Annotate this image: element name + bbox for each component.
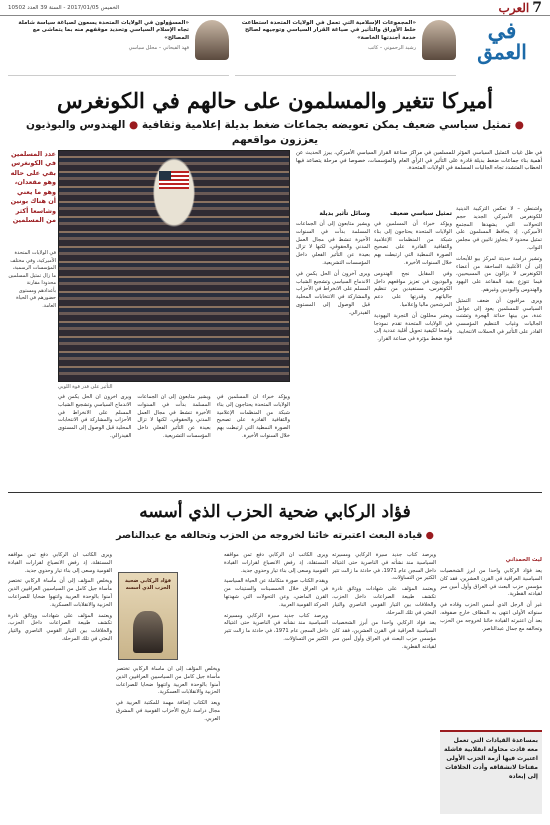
paragraph: ويؤكد خبراء أن المسلمين في الولايات المتحدة يحتاجون إلى بناء شبكة من المنظمات الإعلامية والثقافية القادرة على تصحيح الصورة النمطية التي ارتبطت بهم خلال السنوات الأخيرة.	[374, 221, 452, 266]
article-column-1	[456, 206, 542, 488]
paragraph: واشنطن – لا تعكس التركيبة الدينية للكونغرس الأميركي الجديد حجم التحولات التي يشهدها المجتمع الأميركي، إذ يحافظ المسلمون على تمثيل محدود لا يتجاوز نائبين في مجلس النواب.	[456, 206, 542, 251]
second-subhead: ● قيادة البعث اعتبرته خائنا لخروجه من الحزب وتحالفه مع عبدالناصر	[116, 530, 434, 541]
paragraph: ويرى آخرون أن الحل يكمن في الاندماج السياسي وتشجيع الشباب المسلم على الانخراط في الأحزاب والمشاركة في الانتخابات المحلية قبل الوصول إلى المستوى الفيدرالي.	[58, 394, 132, 439]
section-logo-line2: العمق	[477, 40, 527, 64]
article2-column-4	[116, 666, 220, 816]
article2-column-1	[440, 568, 542, 726]
paragraph: ويقدم الكتاب صورة متكاملة عن الحياة السياسية في العراق خلال الخمسينات والستينات من القرن الماضي، وعن التحولات التي شهدتها الحركة القومية العربية.	[224, 578, 328, 608]
page-number-value: 7	[532, 0, 542, 16]
article2-column-5	[8, 552, 112, 816]
paragraph: ويؤكد خبراء أن المسلمين في الولايات المتحدة يحتاجون إلى بناء شبكة من المنظمات الإعلامية والثقافية القادرة على تصحيح الصورة النمطية التي ارتبطت بهم خلال السنوات الأخيرة.	[216, 394, 290, 439]
paragraph: ويعد الكتاب إضافة مهمة للمكتبة العربية في مجال دراسة تاريخ الأحزاب القومية في المشرق العربي.	[116, 700, 220, 722]
column-subheading: وسائل تأثير بديلة	[319, 210, 370, 217]
section-logo	[462, 20, 542, 76]
flag-icon	[159, 171, 189, 189]
avatar	[422, 20, 456, 60]
avatar	[195, 20, 229, 60]
subhead-part1: تمثيل سياسي ضعيف يمكن تعويضه بجماعات ضغط بديلة إعلامية وثقافية	[141, 119, 512, 131]
pullquote: عدد المسلمين في الكونغرس بقي على حاله وهو مقعدان، وهو ما يعني أن هناك بونين وشاسعا أكثر من المسلمين	[10, 150, 56, 224]
main-subhead: ● تمثيل سياسي ضعيف يمكن تعويضه بجماعات ضغط بديلة إعلامية وثقافية ● الهندوس والبوذيون يعززون مواقعهم	[26, 119, 524, 146]
section-divider	[8, 492, 542, 493]
paragraph: وفي المقابل نجح الهندوس والبوذيون في تعزيز مواقعهم داخل الكونغرس، مستفيدين من تنظيم جالياتهم وقدرتها على دعم المرشحين ماليا وإعلاميا.	[374, 270, 452, 308]
section-logo-line1: في	[487, 18, 517, 44]
subhead-part2: الهندوس والبوذيون يعززون مواقعهم	[26, 119, 319, 146]
article-column-2	[374, 206, 452, 488]
paragraph: ويرصد كتاب جديد سيرة الركابي ومسيرته السياسية منذ نشأته في الناصرية حتى اغتياله داخل السجن عام 1971، في حادثة ما زالت تثير الكثير من التساؤلات.	[224, 612, 328, 642]
page-number	[499, 0, 542, 16]
paragraph: ويعتمد المؤلف على شهادات ووثائق نادرة تكشف طبيعة الصراعات داخل الحزب، والخلافات بين التيار القومي الناصري والتيار البعثي في تلك المرحلة.	[332, 586, 436, 616]
paragraph: ويشير متابعون إلى أن الجماعات المسلمة بدأت في السنوات الأخيرة تنشط في مجال العمل المدني والحقوقي، لكنها لا تزال بعيدة عن التأثير الفعلي داخل المؤسسات التشريعية.	[296, 221, 370, 266]
paragraph: ويرى مراقبون أن ضعف التمثيل السياسي للمسلمين يعود إلى عوامل عدة، من بينها حداثة الهجرة وتشتت الجاليات وغياب التنظيم المؤسسي القادر على التأثير في الحملات الانتخابية.	[456, 297, 542, 335]
top-bar	[0, 0, 550, 16]
paragraph: ويعتبر محللون أن التجربة اليهودية في الولايات المتحدة تقدم نموذجا واضحا لكيفية تحويل أقلية عددية إلى قوة ضغط مؤثرة في صناعة القرار.	[374, 312, 452, 343]
paragraph: غير أن الرجل الذي أسس الحزب وقاده في سنواته الأولى انتهى به المطاف خارج صفوفه، بعد أن اعتبرته القيادة خائنا لخروجه من الحزب وتحالفه مع جمال عبدالناصر.	[440, 602, 542, 632]
article2-column-2	[332, 552, 436, 816]
pullquote-body: في الولايات المتحدة الأميركية، وفي مختلف المؤسسات الرسمية، ما زال تمثيل المسلمين محدودا مقارنة بأعدادهم ومستوى حضورهم في الحياة العامة.	[8, 250, 56, 309]
portrait-image	[133, 611, 163, 653]
paragraph: ويرى الكاتب أن الركابي دفع ثمن مواقفه المستقلة، إذ رفض الانصياع لقرارات القيادة القومية وسعى إلى بناء تيار وحدوي جديد.	[224, 552, 328, 574]
article-column-under-photo	[58, 394, 290, 488]
highlight-box: بمساعدة القيادات التي تعمل معه قادت محاولة انقلابية فاشلة اعتبرت فيها أزمة الحزب الأولى مفتاحا لانشقاقه وأدت الخلافات إلى إبعاده	[440, 730, 542, 814]
paragraph: وتشير دراسة حديثة لمركز بيو للأبحاث إلى أن الأغلبية الساحقة من أعضاء الكونغرس لا يزالون من المسيحيين، فيما تتوزع بقية المقاعد على اليهود والهندوس والبوذيين وغيرهم.	[456, 255, 542, 293]
quote-text: «المسؤولون في الولايات المتحدة يسعون لصياغة سياسة شاملة تجاه الإسلام السياسي وتحديد موقفهم منه بما يتماشى مع المصالح»	[18, 20, 189, 41]
quotes-strip	[8, 20, 542, 76]
paragraph: يعد فؤاد الركابي واحدا من أبرز الشخصيات السياسية العراقية في القرن العشرين، فقد كان مؤسس حزب البعث في العراق وأول أمين سر لقيادته القطرية.	[332, 620, 436, 650]
paragraph: ويرصد كتاب جديد سيرة الركابي ومسيرته السياسية منذ نشأته في الناصرية حتى اغتياله داخل السجن عام 1971، في حادثة ما زالت تثير الكثير من التساؤلات.	[332, 552, 436, 582]
issue-info: الخميس 2017/01/05 - السنة 39 العدد 10502	[8, 4, 120, 11]
paragraph: يعد فؤاد الركابي واحدا من أبرز الشخصيات السياسية العراقية في القرن العشرين، فقد كان مؤسس حزب البعث في العراق وأول أمين سر لقيادته القطرية.	[440, 568, 542, 598]
book-cover	[118, 572, 178, 660]
quote-box-1	[235, 20, 456, 76]
book-cover-title: فؤاد الركابي ضحية الحزب الذي أسسه	[124, 578, 172, 591]
paragraph: ويعتمد المؤلف على شهادات ووثائق نادرة تكشف طبيعة الصراعات داخل الحزب، والخلافات بين التيار القومي الناصري والتيار البعثي في تلك المرحلة.	[8, 612, 112, 642]
paragraph: ويخلص المؤلف إلى أن مأساة الركابي تختصر مأساة جيل كامل من السياسيين العراقيين الذين آمنوا بالوحدة العربية وانتهوا ضحايا للصراعات الحزبية والانقلابات العسكرية.	[8, 578, 112, 608]
quote-author: فهد الفيحاني – محلل سياسي	[128, 45, 189, 52]
main-headline: أميركا تتغير والمسلمون على حالهم في الكونغرس	[57, 88, 493, 113]
article-column-3	[296, 206, 370, 488]
quote-text: «المجموعات الإسلامية التي تعمل في الولايات المتحدة استطاعت خلط الأوراق والتأثير في صياغة القرار السياسي وتوجيهه لصالح خدمة أجندتها الخاصة»	[241, 20, 416, 41]
paragraph: ويرى الكاتب أن الركابي دفع ثمن مواقفه المستقلة، إذ رفض الانصياع لقرارات القيادة القومية وسعى إلى بناء تيار وحدوي جديد.	[8, 552, 112, 574]
article2-column-3	[224, 552, 328, 816]
column-subheading: تمثيل سياسي ضعيف	[389, 210, 452, 217]
paragraph: ويرى آخرون أن الحل يكمن في الاندماج السياسي وتشجيع الشباب المسلم على الانخراط في الأحزاب والمشاركة في الانتخابات المحلية قبل الوصول إلى المستوى الفيدرالي.	[296, 270, 370, 316]
congress-photo	[58, 150, 290, 382]
author-byline: ليث الحمداني	[505, 557, 542, 563]
paragraph: ويخلص المؤلف إلى أن مأساة الركابي تختصر مأساة جيل كامل من السياسيين العراقيين الذين آمنوا بالوحدة العربية وانتهوا ضحايا للصراعات الحزبية والانقلابات العسكرية.	[116, 666, 220, 696]
quote-author: رشيد الرحموني – كاتب	[367, 45, 416, 52]
quote-box-2	[8, 20, 229, 76]
paragraph: ويشير متابعون إلى أن الجماعات المسلمة بدأت في السنوات الأخيرة تنشط في مجال العمل المدني والحقوقي، لكنها لا تزال بعيدة عن التأثير الفعلي داخل المؤسسات التشريعية.	[137, 394, 211, 439]
brand-logo: العرب	[498, 0, 530, 15]
photo-caption: التأثير على قدر قوة اللوبي	[58, 384, 113, 390]
subhead2-text: قيادة البعث اعتبرته خائنا لخروجه من الحزب وتحالفه مع عبدالناصر	[116, 530, 423, 541]
intro-text: في ظل غياب التمثيل السياسي المؤثر للمسلمين في مراكز صناعة القرار السياسي الأميركي، يبرز الحديث عن أهمية بناء جماعات ضغط بديلة قادرة على التأثير في الرأي العام والمؤسسات، خصوصا في مرحلة يتصاعد فيها الخطاب المتشدد تجاه الجاليات المسلمة في الولايات المتحدة.	[296, 150, 542, 172]
second-headline: فؤاد الركابي ضحية الحزب الذي أسسه	[139, 502, 411, 522]
